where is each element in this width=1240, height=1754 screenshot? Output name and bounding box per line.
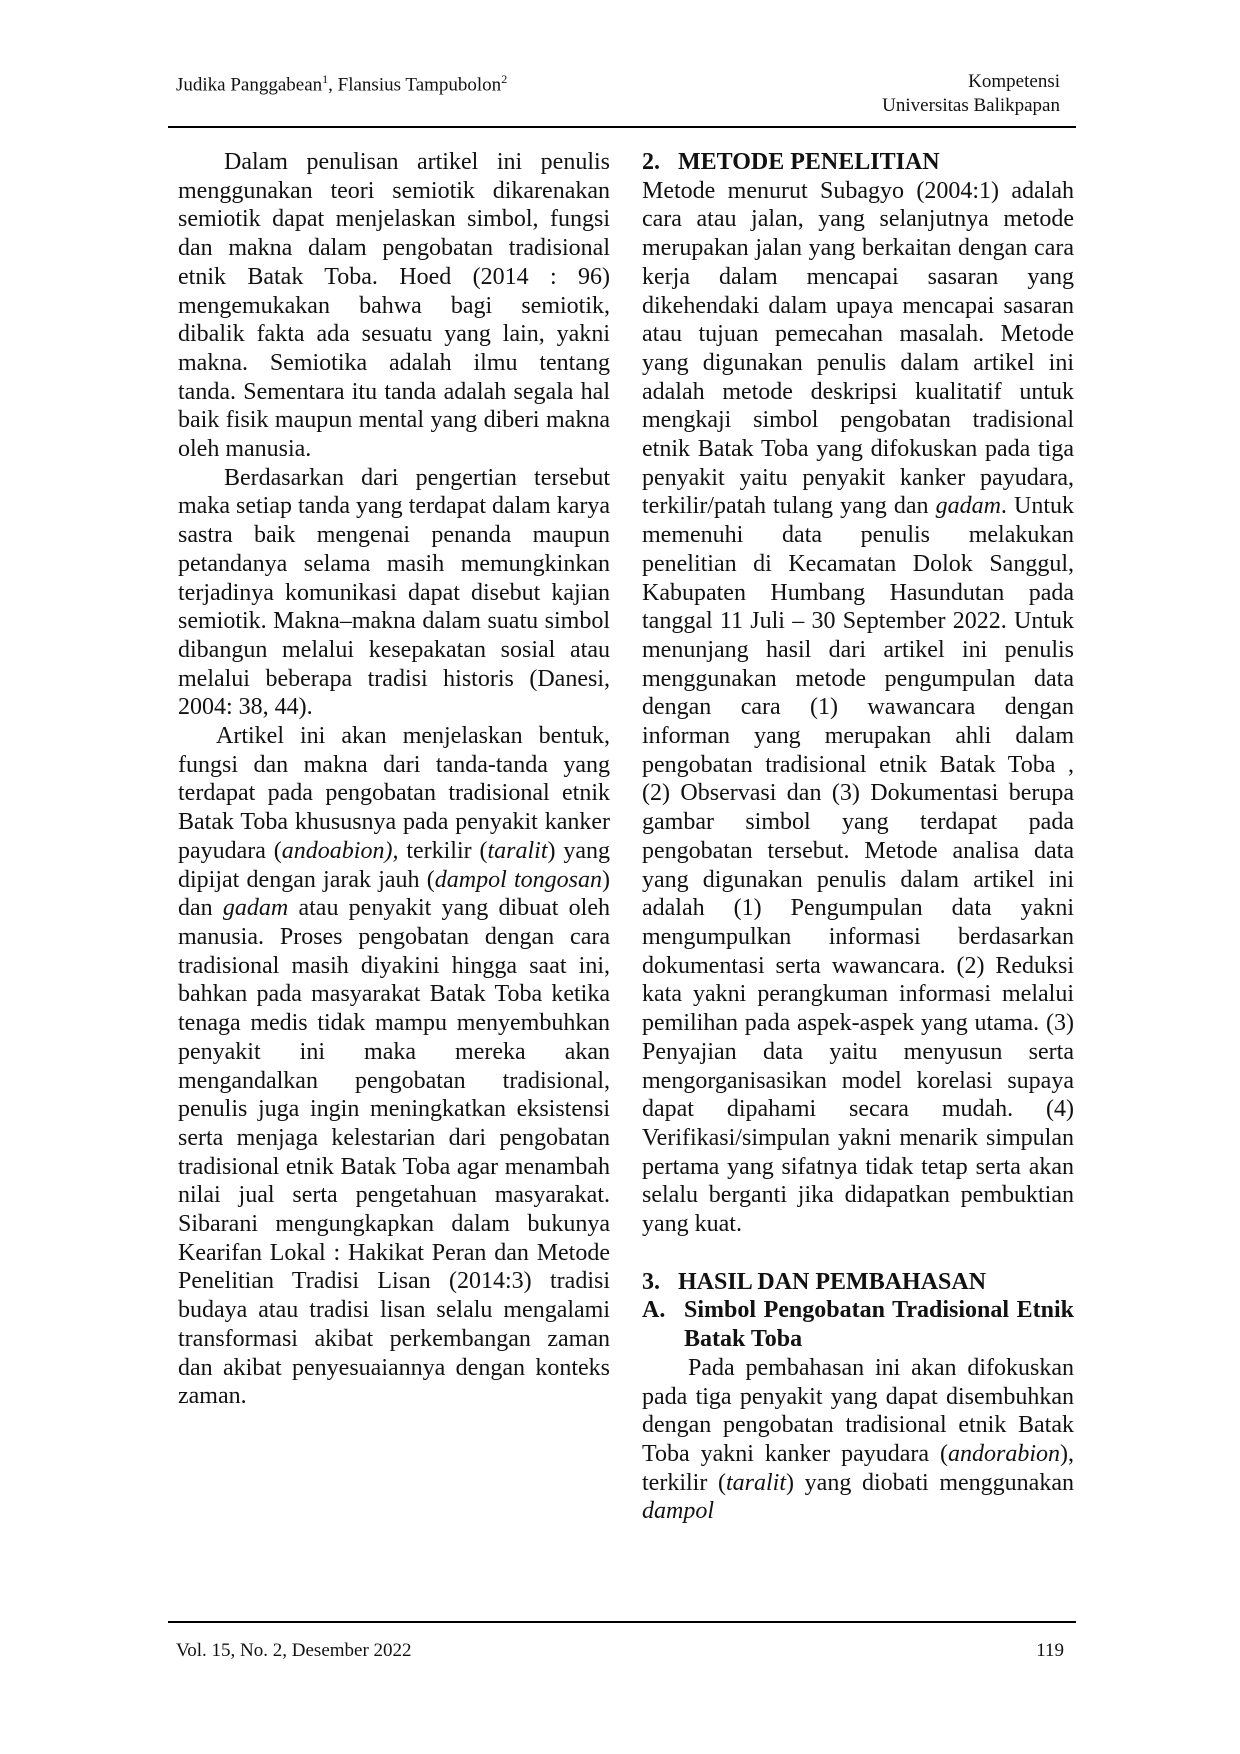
header-rule	[168, 126, 1076, 128]
paragraph-definition: Berdasarkan dari pengertian tersebut maka setiap tanda yang terdapat dalam karya sastra baik mengenai penanda maupun petandanya selama masih memungkinkan terjadinya komunikasi dapat disebut kajian semiotik. Makna–makna dalam suatu simbol dibangun melalui kesepakatan sosial atau melalui beberapa tradisi historis (Danesi, 2004: 38, 44).	[178, 464, 610, 721]
header-journal	[882, 70, 1060, 118]
subsection-label: A.	[642, 1297, 666, 1324]
spacer	[642, 1239, 1074, 1268]
journal-name: Kompetensi	[968, 71, 1060, 92]
author-2: , Flansius Tampubolon	[328, 74, 502, 96]
subsection-heading	[642, 1296, 1074, 1353]
paragraph-results: Pada pembahasan ini akan difokuskan pada tiga penyakit yang dapat disembuhkan dengan pengobatan tradisional etnik Batak Toba yakni kanker payudara (andorabion), terkilir (taralit) yang diobati menggunakan dampol	[642, 1354, 1074, 1525]
left-column	[178, 148, 610, 1411]
section-heading-method: 2. METODE PENELITIAN	[642, 149, 940, 175]
section-heading-results: 3. HASIL DAN PEMBAHASAN	[642, 1268, 987, 1295]
footer-volume: Vol. 15, No. 2, Desember 2022	[176, 1640, 412, 1661]
publisher-name: Universitas Balikpapan	[882, 95, 1060, 116]
paragraph-method: Metode menurut Subagyo (2004:1) adalah cara atau jalan, yang selanjutnya metode merupakan jalan yang berkaitan dengan cara kerja dalam mencapai sasaran yang dikehendaki dalam upaya mencapai sasaran atau tujuan pemecahan masalah. Metode yang digunakan penulis dalam artikel ini adalah metode deskripsi kualitatif untuk mengkaji simbol pengobatan tradisional etnik Batak Toba yang difokuskan pada tiga penyakit yaitu penyakit kanker payudara, terkilir/patah tulang yang dan gadam. Untuk memenuhi data penulis melakukan penelitian di Kecamatan Dolok Sanggul, Kabupaten Humbang Hasundutan pada tanggal 11 Juli – 30 September 2022. Untuk menunjang hasil dari artikel ini penulis menggunakan metode pengumpulan data dengan cara (1) wawancara dengan informan yang merupakan ahli dalam pengobatan tradisional etnik Batak Toba , (2) Observasi dan (3) Dokumentasi berupa gambar simbol yang terdapat pada pengobatan tersebut. Metode analisa data yang digunakan penulis dalam artikel ini adalah (1) Pengumpulan data yakni mengumpulkan informasi berdasarkan dokumentasi serta wawancara. (2) Reduksi kata yakni perangkuman informasi melalui pemilihan pada aspek-aspek yang utama. (3) Penyajian data yaitu menyusun serta mengorganisasikan model korelasi supaya dapat dipahami secara mudah. (4) Verifikasi/simpulan yakni menarik simpulan pertama yang sifatnya tidak tetap serta akan selalu berganti jika didapatkan pembuktian yang kuat.	[642, 177, 1075, 1238]
subsection-title: Simbol Pengobatan Tradisional Etnik Batak Toba	[684, 1297, 1074, 1353]
author-2-affiliation: 2	[501, 72, 508, 86]
paragraph-article-purpose: Artikel ini akan menjelaskan bentuk, fungsi dan makna dari tanda-tanda yang terdapat pada pengobatan tradisional etnik Batak Toba khususnya pada penyakit kanker payudara (andoabion), terkilir (taralit) yang dipijat dengan jarak jauh (dampol tongosan) dan gadam atau penyakit yang dibuat oleh manusia. Proses pengobatan dengan cara tradisional masih diyakini hingga saat ini, bahkan pada masyarakat Batak Toba ketika tenaga medis tidak mampu menyembuhkan penyakit ini maka mereka akan mengandalkan pengobatan tradisional, penulis juga ingin meningkatkan eksistensi serta menjaga kelestarian dari pengobatan tradisional etnik Batak Toba agar menambah nilai jual serta pengetahuan masyarakat. Sibarani mengungkapkan dalam bukunya Kearifan Lokal : Hakikat Peran dan Metode Penelitian Tradisi Lisan (2014:3) tradisi budaya atau tradisi lisan selalu mengalami transformasi akibat perkembangan zaman dan akibat penyesuaiannya dengan konteks zaman.	[178, 723, 611, 1410]
author-1-affiliation: 1	[322, 72, 329, 86]
header-authors	[176, 72, 507, 96]
paragraph-semiotics: Dalam penulisan artikel ini penulis menggunakan teori semiotik dikarenakan semiotik dapat menjelaskan simbol, fungsi dan makna dalam pengobatan tradisional etnik Batak Toba. Hoed (2014 : 96) mengemukakan bahwa bagi semiotik, dibalik fakta ada sesuatu yang lain, yakni makna. Semiotika adalah ilmu tentang tanda. Sementara itu tanda adalah segala hal baik fisik maupun mental yang diberi makna oleh manusia.	[178, 149, 610, 463]
footer-rule	[168, 1621, 1076, 1623]
author-1: Judika Panggabean	[176, 74, 323, 96]
page-number: 119	[1036, 1640, 1064, 1661]
right-column	[642, 148, 1074, 1526]
